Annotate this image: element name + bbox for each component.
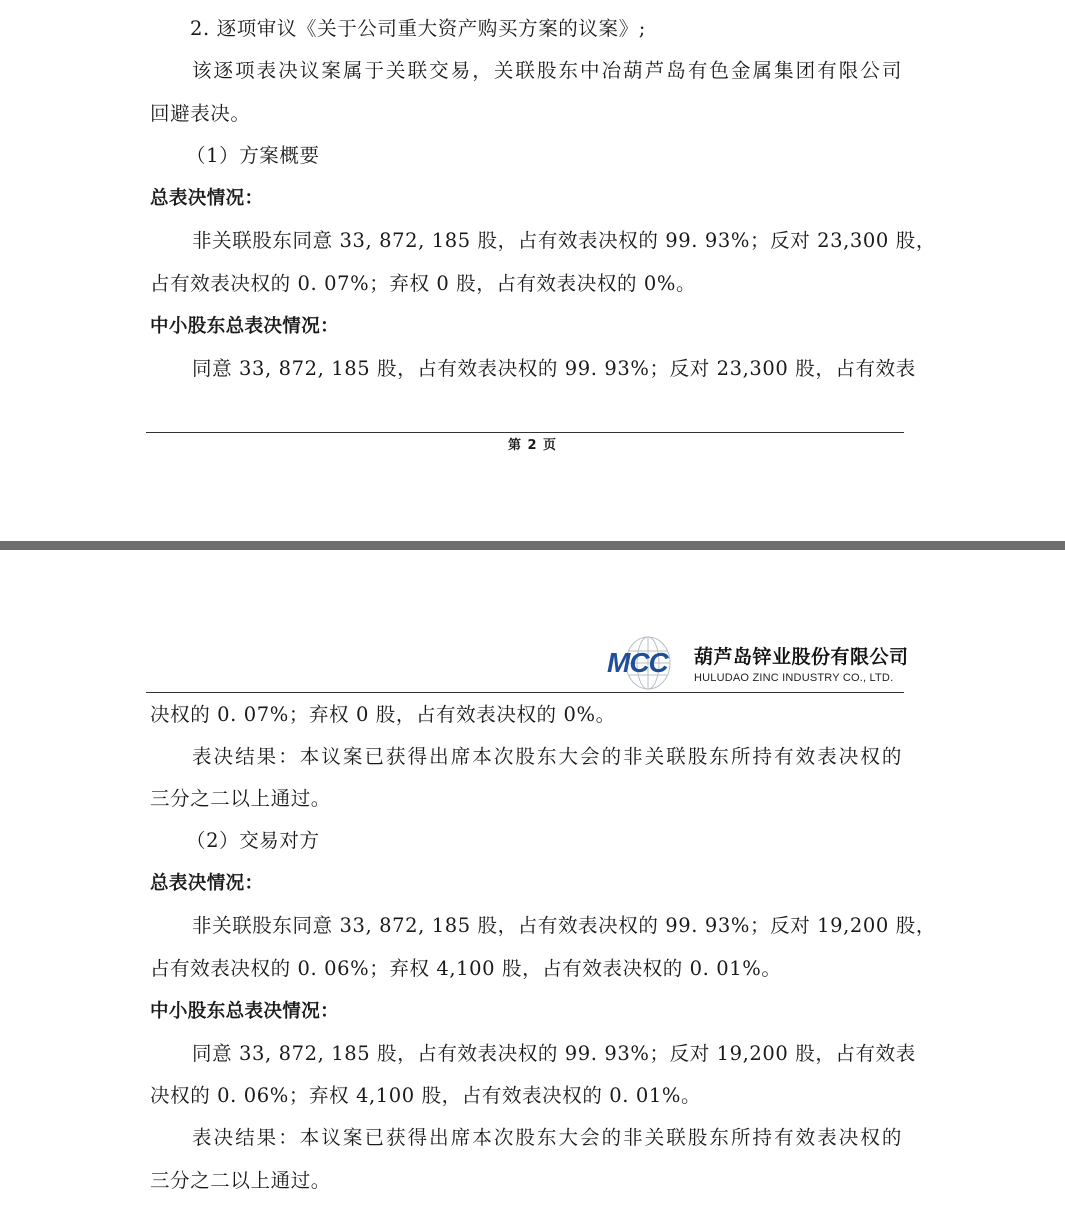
- section-heading: 中小股东总表决情况：: [150, 316, 340, 337]
- vote-result-line: 决权的 0. 07%；弃权 0 股，占有效表决权的 0%。: [150, 703, 616, 726]
- vote-result-line: 同意 33, 872, 185 股，占有效表决权的 99. 93%；反对 23,300 股，占有效表: [192, 357, 916, 380]
- vote-conclusion-line: 三分之二以上通过。: [150, 787, 331, 810]
- vote-result-line: 非关联股东同意 33, 872, 185 股，占有效表决权的 99. 93%；反对 19,200 股，: [192, 914, 936, 937]
- header-rule: [146, 692, 904, 693]
- section-heading: 总表决情况：: [150, 188, 264, 209]
- vote-result-line: 非关联股东同意 33, 872, 185 股，占有效表决权的 99. 93%；反对 23,300 股，: [192, 229, 936, 252]
- vote-conclusion-line: 表决结果：本议案已获得出席本次股东大会的非关联股东所持有效表决权的: [192, 1126, 902, 1149]
- company-name-en: HULUDAO ZINC INDUSTRY CO., LTD.: [694, 672, 894, 684]
- logo-mark-text: MCC: [607, 647, 668, 678]
- page-separator: [0, 541, 1065, 550]
- subsection-heading: （1）方案概要: [186, 144, 320, 167]
- vote-result-line: 占有效表决权的 0. 06%；弃权 4,100 股，占有效表决权的 0. 01%。: [150, 957, 782, 980]
- mcc-logo-icon: [606, 634, 690, 692]
- company-logo-header: [606, 634, 909, 694]
- page-number: 第 2 页: [507, 438, 558, 453]
- vote-conclusion-line: 三分之二以上通过。: [150, 1169, 331, 1192]
- section-heading: 中小股东总表决情况：: [150, 1001, 340, 1022]
- company-name-cn: 葫芦岛锌业股份有限公司: [694, 646, 909, 668]
- agenda-item-2-title: 2. 逐项审议《关于公司重大资产购买方案的议案》;: [190, 17, 646, 40]
- paragraph-line: 回避表决。: [150, 102, 251, 125]
- vote-conclusion-line: 表决结果：本议案已获得出席本次股东大会的非关联股东所持有效表决权的: [192, 745, 902, 768]
- vote-result-line: 同意 33, 872, 185 股，占有效表决权的 99. 93%；反对 19,200 股，占有效表: [192, 1042, 916, 1065]
- paragraph-line: 该逐项表决议案属于关联交易，关联股东中冶葫芦岛有色金属集团有限公司: [192, 59, 902, 82]
- vote-result-line: 决权的 0. 06%；弃权 4,100 股，占有效表决权的 0. 01%。: [150, 1084, 702, 1107]
- section-heading: 总表决情况：: [150, 873, 264, 894]
- footer-rule: [146, 432, 904, 433]
- vote-result-line: 占有效表决权的 0. 07%；弃权 0 股，占有效表决权的 0%。: [150, 272, 697, 295]
- subsection-heading: （2）交易对方: [186, 829, 320, 852]
